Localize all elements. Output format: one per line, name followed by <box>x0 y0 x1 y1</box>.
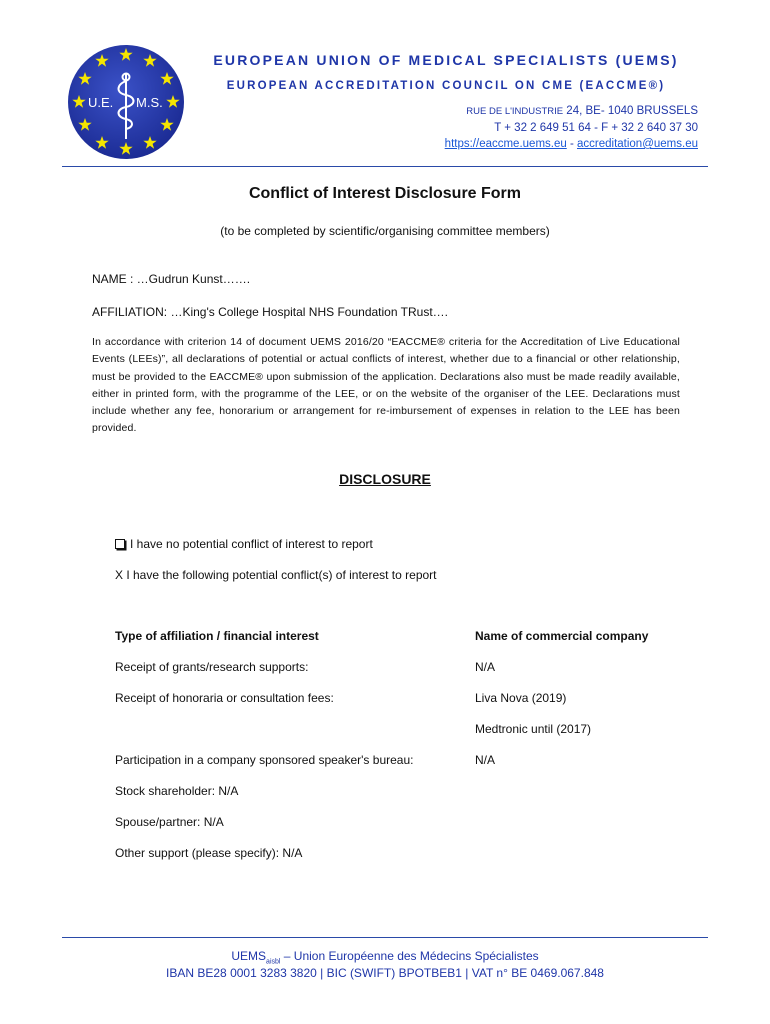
table-header-type: Type of affiliation / financial interest <box>115 629 319 643</box>
option-no-conflict-label: I have no potential conflict of interest to report <box>130 537 373 551</box>
logo-text-left: U.E. <box>88 95 114 110</box>
org-title: EUROPEAN UNION OF MEDICAL SPECIALISTS (UEMS) <box>213 52 679 68</box>
table-header-company: Name of commercial company <box>475 629 649 643</box>
website-link[interactable]: https://eaccme.uems.eu <box>444 138 567 150</box>
phone-line: T + 32 2 649 51 64 - F + 32 2 640 37 30 <box>494 122 698 134</box>
table-row-type: Receipt of honoraria or consultation fees: <box>115 691 334 705</box>
address-street: RUE DE L'INDUSTRIE <box>466 106 564 117</box>
email-link[interactable]: accreditation@uems.eu <box>577 138 698 150</box>
footer-org: UEMS <box>231 949 267 963</box>
footer-org-rest: – Union Européenne des Médecins Spécialistes <box>280 949 539 963</box>
footer-org-line <box>0 949 770 965</box>
table-row-type: Participation in a company sponsored speaker's bureau: <box>115 753 414 767</box>
header-divider <box>62 166 708 167</box>
criteria-paragraph: In accordance with criterion 14 of document UEMS 2016/20 “EACCME® criteria for the Accreditation of Live Educational Events (LEEs)”, all declarations of potential or actual conflicts of interest, whether due to a financial or other relationship, must be provided to the EACCME® upon submission of the application. Declarations also must be made readily available, either in printed form, with the programme of the LEE, or on the website of the organiser of the LEE. Declarations must include whether any fee, honorarium or arrangement for re-imbursement of expenses in relation to the LEE has been provided. <box>92 336 680 435</box>
footer-org-sub: aisbl <box>266 958 281 966</box>
table-row-type: Receipt of grants/research supports: <box>115 660 309 674</box>
disclosure-heading: DISCLOSURE <box>339 471 431 487</box>
address-city: 24, BE- 1040 BRUSSELS <box>563 105 698 117</box>
footer-divider <box>62 937 708 938</box>
table-row-company: N/A <box>475 660 496 674</box>
table-row-type: Other support (please specify): N/A <box>115 846 303 860</box>
contact-links <box>445 138 698 150</box>
affiliation-field: AFFILIATION: …King's College Hospital NHS Foundation TRust…. <box>92 305 448 319</box>
option-no-conflict[interactable] <box>115 537 373 551</box>
form-subtitle: (to be completed by scientific/organising committee members) <box>220 224 550 238</box>
table-row-company: N/A <box>475 753 496 767</box>
option-has-conflict: X I have the following potential conflict(s) of interest to report <box>115 568 437 582</box>
link-separator: - <box>566 138 577 150</box>
uems-logo <box>66 43 186 161</box>
name-field: NAME : …Gudrun Kunst……. <box>92 272 251 286</box>
table-row-company: Medtronic until (2017) <box>475 722 592 736</box>
form-title: Conflict of Interest Disclosure Form <box>248 185 522 202</box>
footer-bank-line: IBAN BE28 0001 3283 3820 | BIC (SWIFT) BPOTBEB1 | VAT n° BE 0469.067.848 <box>166 966 604 980</box>
logo-text-right: M.S. <box>136 95 163 110</box>
table-row-type: Spouse/partner: N/A <box>115 815 224 829</box>
address-line <box>466 105 698 117</box>
table-row-company: Liva Nova (2019) <box>475 691 567 705</box>
org-subtitle: EUROPEAN ACCREDITATION COUNCIL ON CME (EACCME®) <box>226 80 666 92</box>
table-row-type: Stock shareholder: N/A <box>115 784 239 798</box>
checkbox-icon[interactable] <box>115 539 125 549</box>
